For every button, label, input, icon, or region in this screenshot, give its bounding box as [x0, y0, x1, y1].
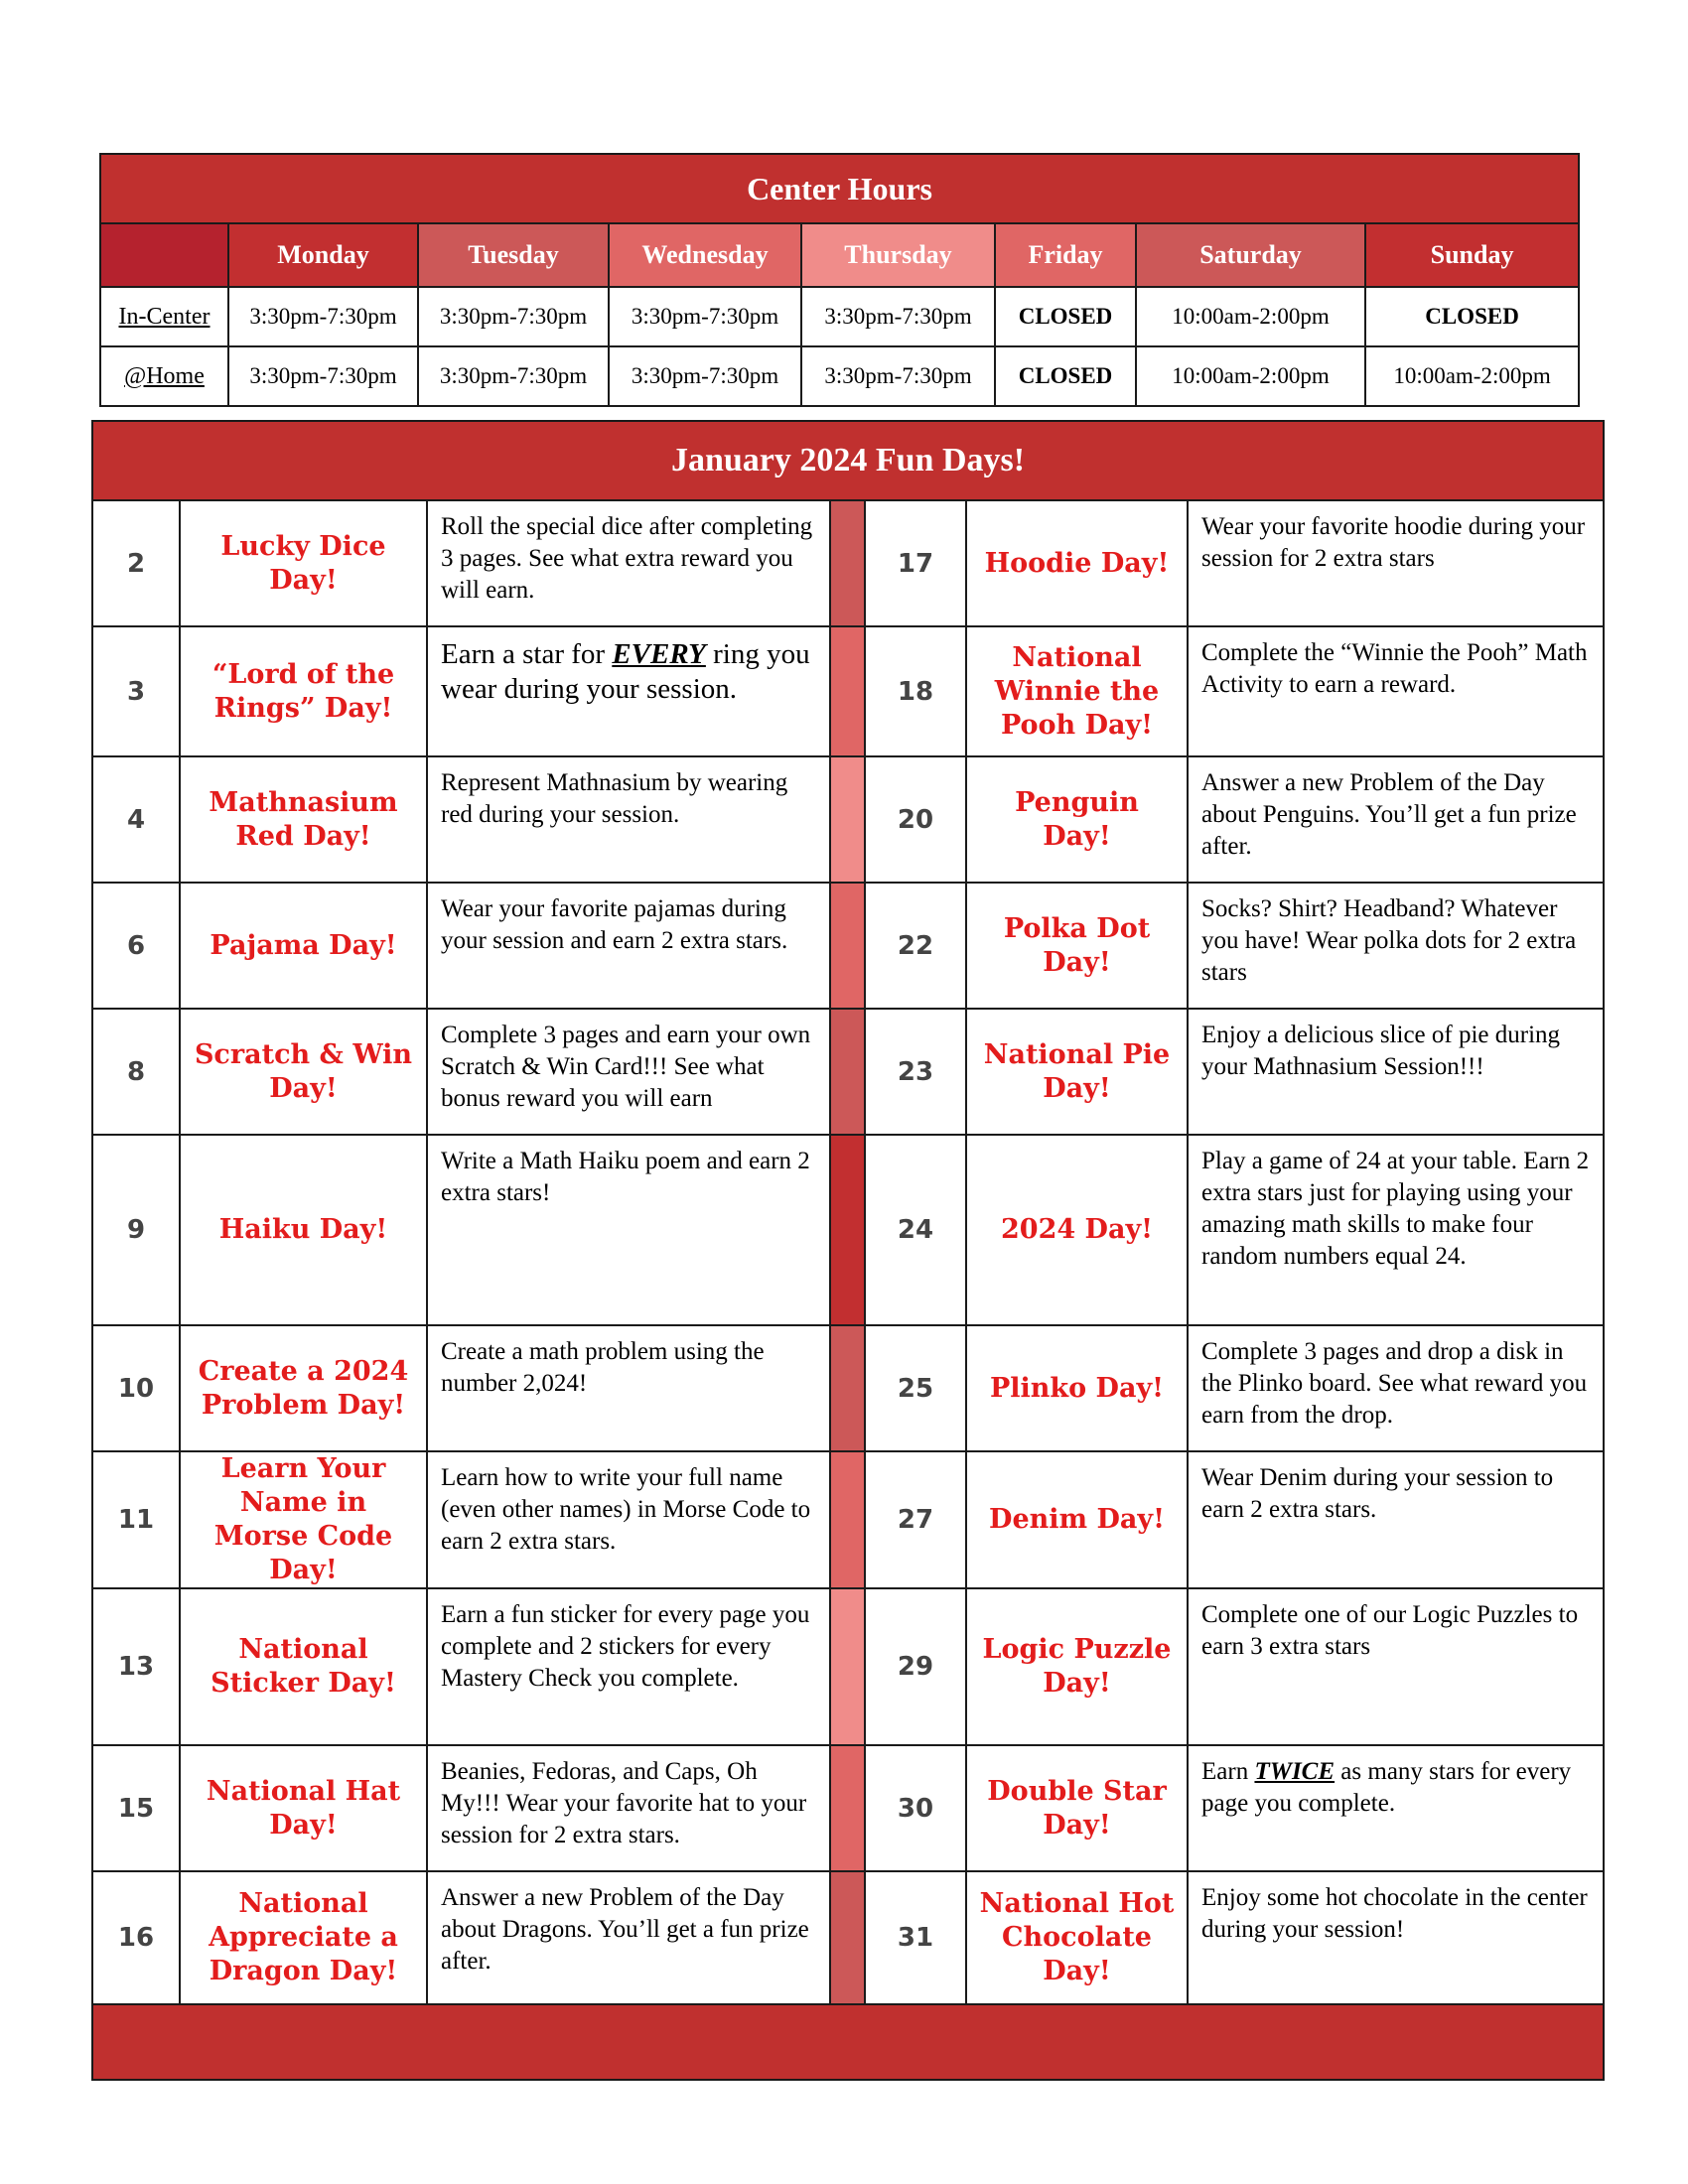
fun-day-row [92, 1588, 1604, 1745]
fun-day-row [92, 626, 1604, 756]
divider-stripe [830, 1009, 865, 1135]
fun-days-title: January 2024 Fun Days! [92, 421, 1604, 500]
event-name: Learn Your Name in Morse Code Day! [180, 1451, 427, 1588]
hours-cell: 10:00am-2:00pm [1136, 346, 1365, 406]
hours-cell-closed: CLOSED [995, 287, 1136, 346]
emphasis-text: TWICE [1254, 1758, 1336, 1785]
event-name: National Winnie the Pooh Day! [966, 626, 1188, 756]
event-description [1188, 1745, 1604, 1871]
hours-row-at-home [100, 346, 1579, 406]
event-description [427, 626, 830, 756]
event-name: Mathnasium Red Day! [180, 756, 427, 883]
event-name: Scratch & Win Day! [180, 1009, 427, 1135]
day-number: 9 [92, 1135, 180, 1325]
event-description: Wear your favorite hoodie during your session for 2 extra stars [1188, 500, 1604, 626]
event-name: National Appreciate a Dragon Day! [180, 1871, 427, 2004]
fun-day-row [92, 1009, 1604, 1135]
day-number: 22 [865, 883, 966, 1009]
fun-day-row [92, 756, 1604, 883]
divider-stripe [830, 1871, 865, 2004]
day-number: 6 [92, 883, 180, 1009]
fun-days-table [91, 420, 1605, 2081]
divider-stripe [830, 1325, 865, 1451]
divider-stripe [830, 883, 865, 1009]
event-name: National Hat Day! [180, 1745, 427, 1871]
day-number: 16 [92, 1871, 180, 2004]
hours-cell: 3:30pm-7:30pm [228, 287, 418, 346]
event-description: Enjoy a delicious slice of pie during your Mathnasium Session!!! [1188, 1009, 1604, 1135]
fun-day-row [92, 1135, 1604, 1325]
event-description: Complete one of our Logic Puzzles to earn 3 extra stars [1188, 1588, 1604, 1745]
hours-cell: 3:30pm-7:30pm [418, 346, 609, 406]
description-text: ring you wear during your session. [441, 638, 810, 705]
hours-cell: 3:30pm-7:30pm [801, 346, 995, 406]
event-name: Double Star Day! [966, 1745, 1188, 1871]
day-number: 3 [92, 626, 180, 756]
event-name: Penguin Day! [966, 756, 1188, 883]
day-number: 25 [865, 1325, 966, 1451]
fun-day-row [92, 1325, 1604, 1451]
event-description: Beanies, Fedoras, and Caps, Oh My!!! Wear your favorite hat to your session for 2 extra stars. [427, 1745, 830, 1871]
day-number: 10 [92, 1325, 180, 1451]
hours-cell: 10:00am-2:00pm [1365, 346, 1579, 406]
divider-stripe [830, 500, 865, 626]
event-name: Pajama Day! [180, 883, 427, 1009]
event-description: Earn a fun sticker for every page you complete and 2 stickers for every Mastery Check you complete. [427, 1588, 830, 1745]
event-description: Create a math problem using the number 2,024! [427, 1325, 830, 1451]
fun-days-footer-row [92, 2004, 1604, 2080]
day-number: 4 [92, 756, 180, 883]
event-name: Create a 2024 Problem Day! [180, 1325, 427, 1451]
description-text: Earn a star for [441, 638, 613, 670]
event-description: Complete the “Winnie the Pooh” Math Activity to earn a reward. [1188, 626, 1604, 756]
event-description: Wear your favorite pajamas during your session and earn 2 extra stars. [427, 883, 830, 1009]
mode-label-at-home[interactable]: @Home [100, 346, 228, 406]
day-number: 20 [865, 756, 966, 883]
event-name: Plinko Day! [966, 1325, 1188, 1451]
day-number: 29 [865, 1588, 966, 1745]
event-name: National Hot Chocolate Day! [966, 1871, 1188, 2004]
day-number: 17 [865, 500, 966, 626]
description-text: Earn [1201, 1758, 1255, 1785]
event-name: Hoodie Day! [966, 500, 1188, 626]
hours-cell: 3:30pm-7:30pm [228, 346, 418, 406]
event-name: National Pie Day! [966, 1009, 1188, 1135]
divider-stripe [830, 1451, 865, 1588]
hours-cell: 3:30pm-7:30pm [418, 287, 609, 346]
weekday-tuesday: Tuesday [418, 223, 609, 287]
event-name: Lucky Dice Day! [180, 500, 427, 626]
hours-cell: 3:30pm-7:30pm [609, 287, 801, 346]
event-name: Logic Puzzle Day! [966, 1588, 1188, 1745]
weekday-thursday: Thursday [801, 223, 995, 287]
hours-cell-closed: CLOSED [1365, 287, 1579, 346]
weekday-monday: Monday [228, 223, 418, 287]
weekday-sunday: Sunday [1365, 223, 1579, 287]
event-description: Write a Math Haiku poem and earn 2 extra stars! [427, 1135, 830, 1325]
weekday-header-row [100, 223, 1579, 287]
day-number: 13 [92, 1588, 180, 1745]
event-description: Wear Denim during your session to earn 2 extra stars. [1188, 1451, 1604, 1588]
fun-days-footer-bar [92, 2004, 1604, 2080]
hours-cell: 10:00am-2:00pm [1136, 287, 1365, 346]
center-hours-title: Center Hours [100, 154, 1579, 223]
fun-day-row [92, 1745, 1604, 1871]
weekday-corner [100, 223, 228, 287]
divider-stripe [830, 1745, 865, 1871]
event-description: Represent Mathnasium by wearing red during your session. [427, 756, 830, 883]
event-name: 2024 Day! [966, 1135, 1188, 1325]
fun-day-row [92, 883, 1604, 1009]
day-number: 27 [865, 1451, 966, 1588]
event-description: Complete 3 pages and earn your own Scratch & Win Card!!! See what bonus reward you will earn [427, 1009, 830, 1135]
day-number: 2 [92, 500, 180, 626]
divider-stripe [830, 626, 865, 756]
event-description: Learn how to write your full name (even other names) in Morse Code to earn 2 extra stars. [427, 1451, 830, 1588]
day-number: 24 [865, 1135, 966, 1325]
event-name: Haiku Day! [180, 1135, 427, 1325]
hours-cell: 3:30pm-7:30pm [801, 287, 995, 346]
emphasis-text: EVERY [612, 638, 706, 670]
divider-stripe [830, 756, 865, 883]
event-name: Polka Dot Day! [966, 883, 1188, 1009]
event-description: Answer a new Problem of the Day about Penguins. You’ll get a fun prize after. [1188, 756, 1604, 883]
mode-label-in-center[interactable]: In-Center [100, 287, 228, 346]
event-description: Enjoy some hot chocolate in the center during your session! [1188, 1871, 1604, 2004]
day-number: 31 [865, 1871, 966, 2004]
divider-stripe [830, 1135, 865, 1325]
event-name: Denim Day! [966, 1451, 1188, 1588]
fun-day-row [92, 500, 1604, 626]
fun-day-row [92, 1871, 1604, 2004]
description-text: as many stars for every page you complete. [1201, 1758, 1572, 1817]
weekday-saturday: Saturday [1136, 223, 1365, 287]
event-description: Play a game of 24 at your table. Earn 2 extra stars just for playing using your amazing math skills to make four random numbers equal 24. [1188, 1135, 1604, 1325]
event-description: Answer a new Problem of the Day about Dragons. You’ll get a fun prize after. [427, 1871, 830, 2004]
weekday-friday: Friday [995, 223, 1136, 287]
event-name: National Sticker Day! [180, 1588, 427, 1745]
hours-row-in-center [100, 287, 1579, 346]
hours-cell-closed: CLOSED [995, 346, 1136, 406]
hours-cell: 3:30pm-7:30pm [609, 346, 801, 406]
divider-stripe [830, 1588, 865, 1745]
day-number: 18 [865, 626, 966, 756]
event-name: “Lord of the Rings” Day! [180, 626, 427, 756]
day-number: 11 [92, 1451, 180, 1588]
day-number: 8 [92, 1009, 180, 1135]
center-hours-table [99, 153, 1580, 407]
weekday-wednesday: Wednesday [609, 223, 801, 287]
event-description: Roll the special dice after completing 3 pages. See what extra reward you will earn. [427, 500, 830, 626]
day-number: 23 [865, 1009, 966, 1135]
day-number: 15 [92, 1745, 180, 1871]
fun-day-row [92, 1451, 1604, 1588]
day-number: 30 [865, 1745, 966, 1871]
event-description: Socks? Shirt? Headband? Whatever you have! Wear polka dots for 2 extra stars [1188, 883, 1604, 1009]
event-description: Complete 3 pages and drop a disk in the Plinko board. See what reward you earn from the drop. [1188, 1325, 1604, 1451]
